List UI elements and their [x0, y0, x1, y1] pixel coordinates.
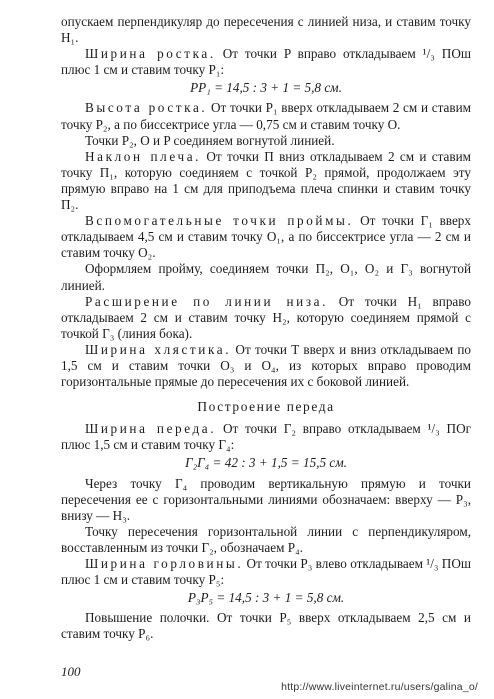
paragraph: Наклон плеча. От точки П вниз откладываем 2 см и ставим точку П₁, которую соединяем с точкой P₂ прямой, продолжаем эту прямую вправо на 1 см для приподъема плеча спинки и ставим точку П₂.: [61, 148, 471, 213]
paragraph: Высота ростка. От точки P₁ вверх откладываем 2 см и ставим точку P₂, а по биссектрисе угла — 0,75 см и ставим точку O.: [61, 100, 471, 132]
paragraph: Ширина переда. От точки Г₂ вправо откладываем ¹/₃ ПОг плюс 1,5 см и ставим точку Г₄:: [61, 421, 471, 453]
page-number: 100: [61, 664, 81, 679]
paragraph: Через точку Г₄ проводим вертикальную прямую и точки пересечения ее с горизонтальными линиями обозначаем: вверху — P₃, внизу — H₃.: [61, 475, 471, 523]
formula: Г₂Г₄ = 42 : 3 + 1,5 = 15,5 см.: [185, 455, 347, 471]
page-text: [61, 14, 471, 642]
paragraph: Ширина горловины. От точки P₃ влево откладываем ¹/₃ ПОш плюс 1 см и ставим точку P₅:: [61, 556, 471, 588]
section-heading: Построение переда: [197, 399, 335, 415]
paragraph: опускаем перпендикуляр до пересечения с линией низа, и ставим точку H₁.: [61, 14, 471, 46]
paragraph: Ширина хлястика. От точки T вверх и вниз откладываем по 1,5 см и ставим точки O₃ и O₄, из которых вправо проводим горизонтальные прямые до пересечения их с боковой линией.: [61, 341, 471, 390]
paragraph: Оформляем пройму, соединяем точки П₂, O₁, O₂ и Г₃ вогнутой линией.: [61, 261, 471, 293]
formula: P₃P₅ = 14,5 : 3 + 1 = 5,8 см.: [187, 590, 345, 606]
formula: PP₁ = 14,5 : 3 + 1 = 5,8 см.: [190, 80, 342, 96]
paragraph: Расширение по линии низа. От точки H₁ вправо откладываем 2 см и ставим точку H₂, которую соединяем прямой с точкой Г₃ (линия бока).: [61, 293, 471, 341]
paragraph: Вспомогательные точки проймы. От точки Г₁ вверх откладываем 4,5 см и ставим точку O₁, а по биссектрисе угла — 2 см и ставим точку O₂.: [61, 213, 471, 261]
paragraph: Точки P₂, O и P соединяем вогнутой линией.: [85, 132, 335, 148]
paragraph: Повышение полочки. От точки P₅ вверх откладываем 2,5 см и ставим точку P₆.: [61, 610, 471, 642]
watermark-url: http://www.liveinternet.ru/users/galina_o/: [281, 681, 478, 693]
paragraph: Точку пересечения горизонтальной линии с перпендикуляром, восставленным из точки Г₂, обозначаем P₄.: [61, 523, 471, 555]
paragraph: Ширина ростка. От точки P вправо откладываем ¹/₃ ПОш плюс 1 см и ставим точку P₁:: [61, 46, 472, 78]
